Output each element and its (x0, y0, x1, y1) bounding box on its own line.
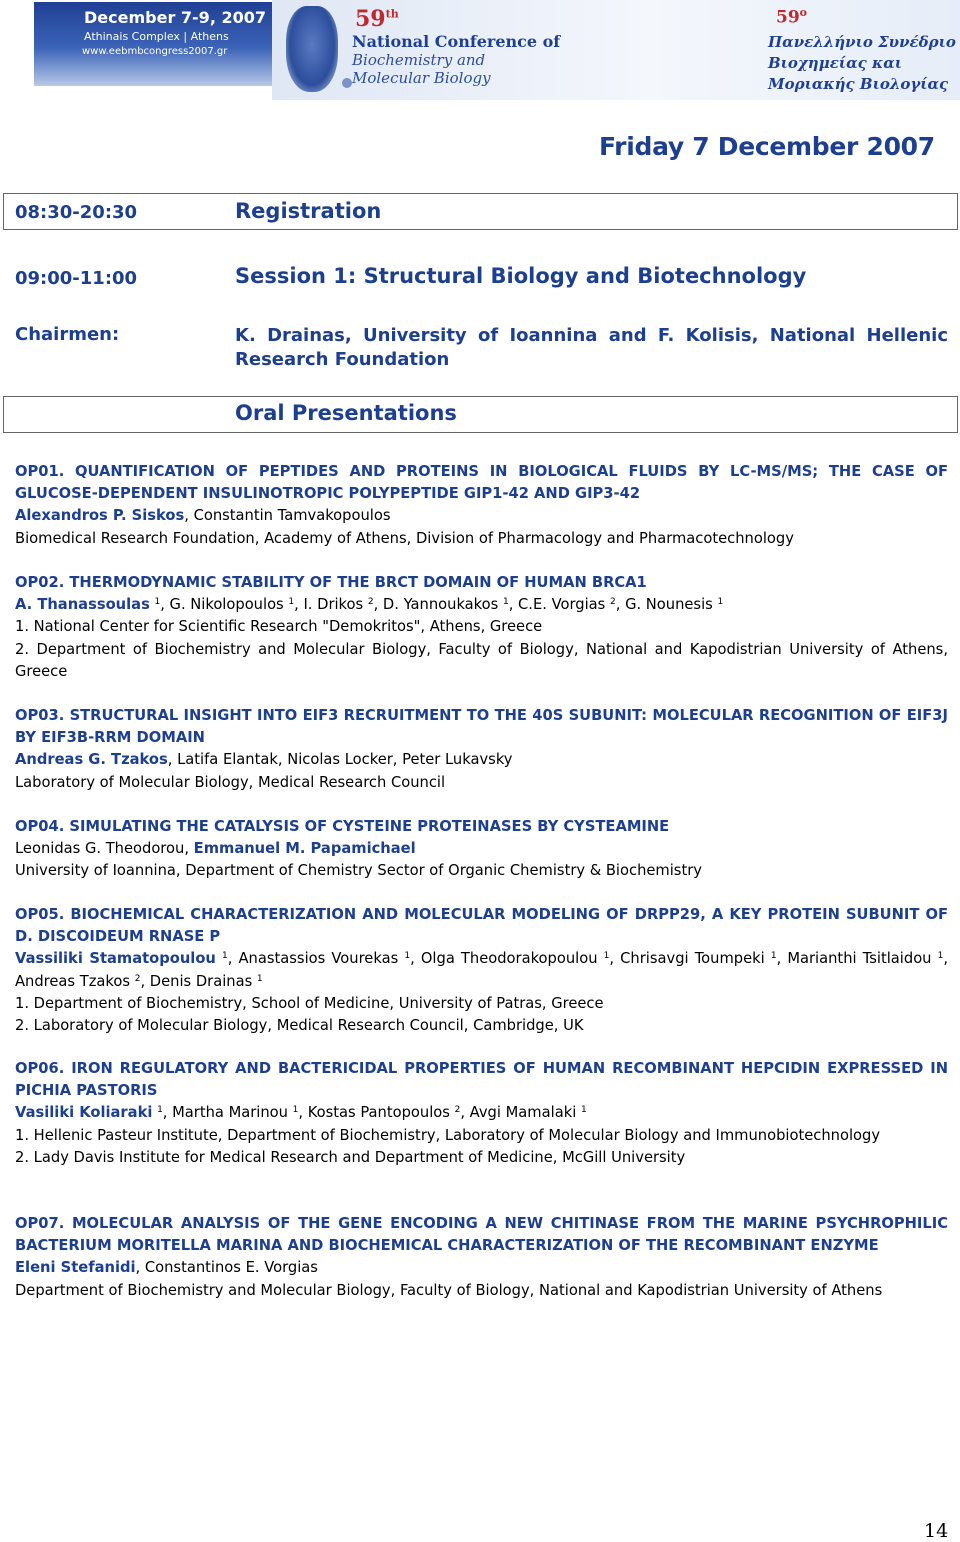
presentation-title: OP06. IRON REGULATORY AND BACTERICIDAL PROPERTIES OF HUMAN RECOMBINANT HEPCIDIN EXPRESSED IN PICHIA PASTORIS (15, 1060, 948, 1100)
greek-conference-number: $59^o$ (776, 6, 808, 28)
conference-name: National Conference of (352, 32, 561, 51)
conference-subject: Biochemistry and Molecular Biology (352, 51, 491, 87)
presentation-op02 (15, 572, 948, 683)
registration-title: Registration (235, 199, 382, 223)
presentation-op05 (15, 904, 948, 1037)
conference-number: 59th (355, 6, 399, 32)
presentation-authors: Alexandros P. Siskos, Constantin Tamvakopoulos (15, 507, 391, 525)
presentation-affiliation: Department of Biochemistry and Molecular Biology, Faculty of Biology, National and Kapodistrian University of Athens (15, 1281, 883, 1299)
presentation-affiliation-1: 1. National Center for Scientific Research "Demokritos", Athens, Greece (15, 618, 543, 636)
presentation-affiliation: University of Ioannina, Department of Chemistry Sector of Organic Chemistry & Biochemistry (15, 862, 702, 880)
banner-dates: December 7-9, 2007 (84, 8, 266, 27)
presentation-affiliation: Biomedical Research Foundation, Academy of Athens, Division of Pharmacology and Pharmacotechnology (15, 529, 794, 547)
molecule-dot-icon (342, 78, 352, 88)
presentation-authors: Andreas G. Tzakos, Latifa Elantak, Nicolas Locker, Peter Lukavsky (15, 751, 513, 769)
chairmen-label: Chairmen: (15, 324, 120, 345)
presentation-op01 (15, 461, 948, 550)
presentation-affiliation-2: 2. Lady Davis Institute for Medical Research and Department of Medicine, McGill University (15, 1148, 686, 1166)
registration-row-border (3, 193, 958, 230)
presentation-op07 (15, 1213, 948, 1302)
presentation-authors: A. Thanassoulas $^1$, G. Nikolopoulos $^1$, I. Drikos $^2$, D. Yannoukakos $^1$, C.E. Vorgias $^2$, G. Nounesis $^1$ (15, 596, 724, 614)
page-number: 14 (924, 1520, 949, 1542)
oral-presentations-row-border (3, 396, 958, 433)
presentation-affiliation: Laboratory of Molecular Biology, Medical Research Council (15, 773, 446, 791)
session-time: 09:00-11:00 (15, 268, 138, 289)
presentation-title: OP07. MOLECULAR ANALYSIS OF THE GENE ENCODING A NEW CHITINASE FROM THE MARINE PSYCHROPHILIC BACTERIUM MORITELLA MARINA AND BIOCHEMICAL CHARACTERIZATION OF THE RECOMBINANT ENZYME (15, 1215, 948, 1255)
presentation-affiliation-2: 2. Laboratory of Molecular Biology, Medical Research Council, Cambridge, UK (15, 1017, 584, 1035)
presentation-authors: Leonidas G. Theodorou, Emmanuel M. Papamichael (15, 840, 416, 858)
presentation-authors: Eleni Stefanidi, Constantinos E. Vorgias (15, 1259, 318, 1277)
presentation-op06 (15, 1058, 948, 1169)
banner-dates-panel (34, 2, 272, 86)
presentation-op03 (15, 705, 948, 794)
protein-emblem-icon (286, 6, 338, 92)
presentation-affiliation-1: 1. Hellenic Pasteur Institute, Department of Biochemistry, Laboratory of Molecular Biology and Immunobiotechnology (15, 1126, 881, 1144)
greek-conference-title: Πανελλήνιο Συνέδριο Βιοχημείας και Μοριακής Βιολογίας (768, 33, 956, 93)
presentation-title: OP01. QUANTIFICATION OF PEPTIDES AND PROTEINS IN BIOLOGICAL FLUIDS BY LC-MS/MS; THE CASE OF GLUCOSE-DEPENDENT INSULINOTROPIC POLYPEPTIDE GIP1-42 AND GIP3-42 (15, 463, 948, 503)
presentation-title: OP04. SIMULATING THE CATALYSIS OF CYSTEINE PROTEINASES BY CYSTEAMINE (15, 818, 670, 835)
presentation-title: OP05. BIOCHEMICAL CHARACTERIZATION AND MOLECULAR MODELING OF DRPP29, A KEY PROTEIN SUBUNIT OF D. DISCOIDEUM RNASE P (15, 906, 948, 946)
banner-venue: Athinais Complex | Athens (84, 30, 229, 43)
banner-website: www.eebmbcongress2007.gr (82, 46, 228, 57)
registration-time: 08:30-20:30 (15, 202, 138, 223)
presentation-op04 (15, 816, 948, 883)
presentation-affiliation-1: 1. Department of Biochemistry, School of Medicine, University of Patras, Greece (15, 994, 604, 1012)
chairmen-names: K. Drainas, University of Ioannina and F. Kolisis, National Hellenic Research Foundation (235, 325, 948, 370)
oral-presentations-heading: Oral Presentations (235, 401, 457, 425)
presentation-title: OP02. THERMODYNAMIC STABILITY OF THE BRCT DOMAIN OF HUMAN BRCA1 (15, 574, 647, 591)
session-title: Session 1: Structural Biology and Biotechnology (235, 264, 807, 288)
presentation-authors: Vassiliki Stamatopoulou $^1$, Anastassios Vourekas $^1$, Olga Theodorakopoulou $^1$, Chrisavgi Toumpeki $^1$, Marianthi Tsitlaidou $^1$, Andreas Tzakos $^2$, Denis Drainas $^1$ (15, 950, 948, 990)
conference-banner (0, 0, 960, 102)
date-heading: Friday 7 December 2007 (599, 132, 935, 161)
presentation-authors: Vasiliki Koliaraki $^1$, Martha Marinou $^1$, Kostas Pantopoulos $^2$, Avgi Mamalaki $^1$ (15, 1104, 587, 1122)
presentation-title: OP03. STRUCTURAL INSIGHT INTO EIF3 RECRUITMENT TO THE 40S SUBUNIT: MOLECULAR RECOGNITION OF EIF3J BY EIF3B-RRM DOMAIN (15, 707, 948, 747)
presentation-affiliation-2: 2. Department of Biochemistry and Molecular Biology, Faculty of Biology, National and Kapodistrian University of Athens, Greece (15, 640, 948, 680)
